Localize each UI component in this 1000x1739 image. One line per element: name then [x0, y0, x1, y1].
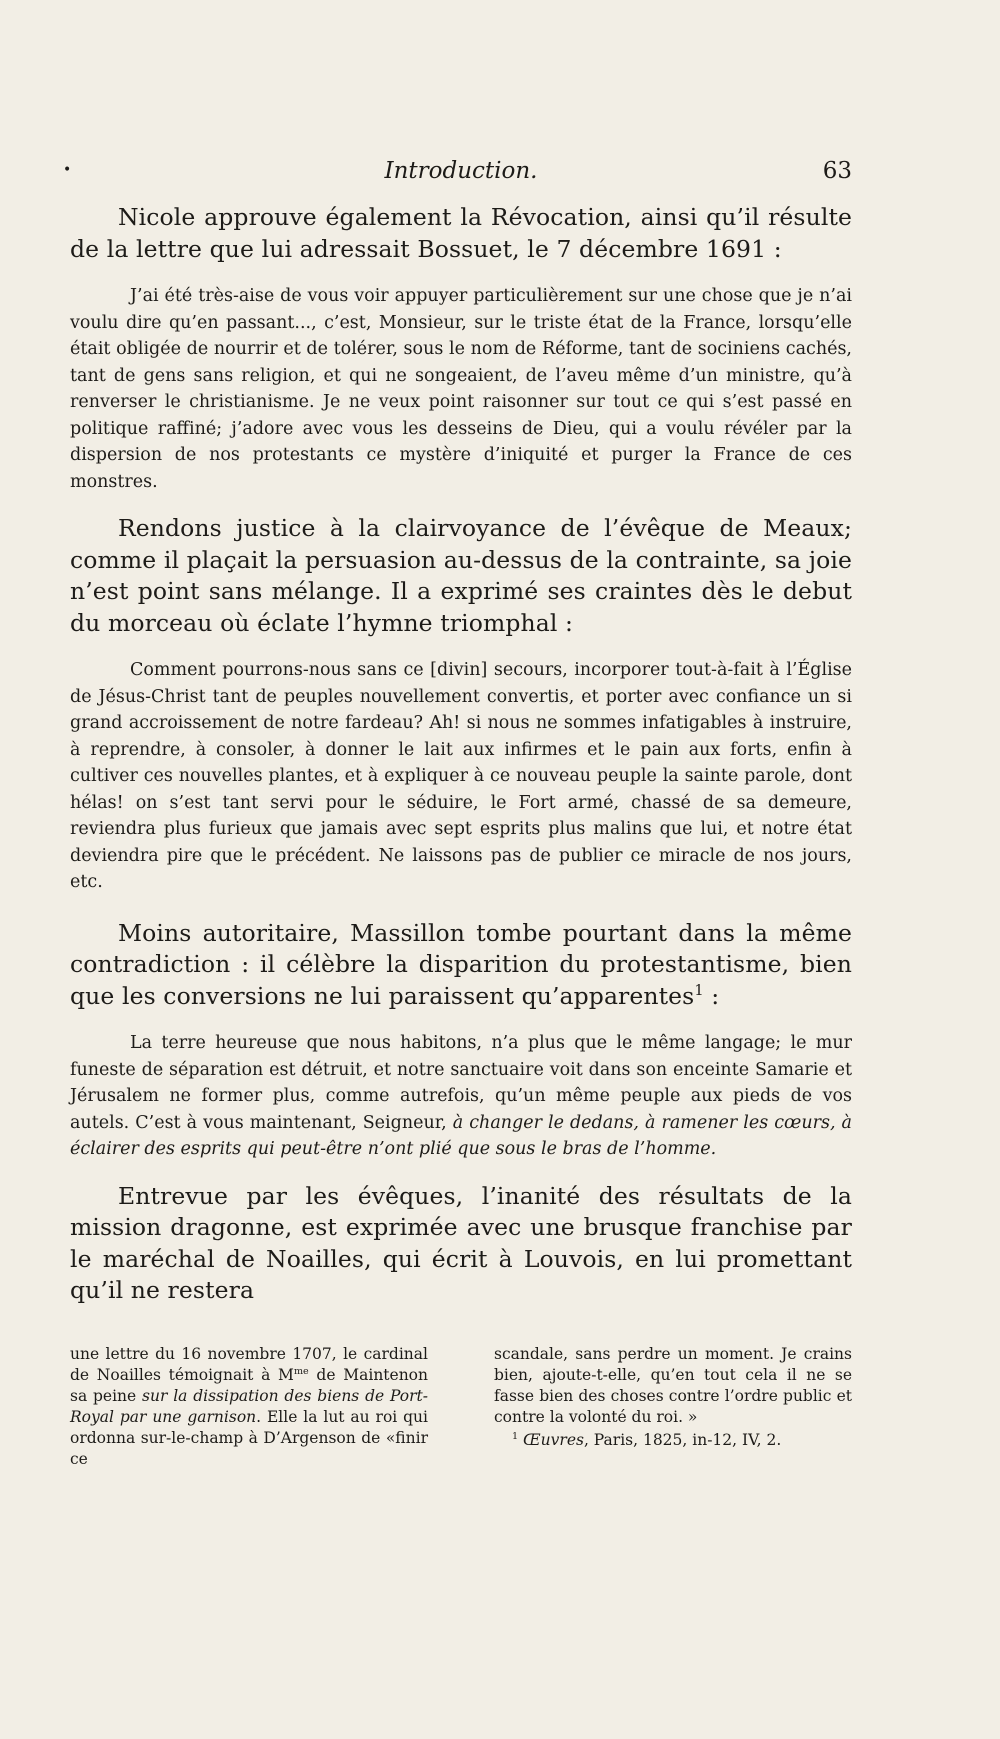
page-number: 63 [822, 158, 852, 184]
footnote-text: de Maintenon sa peine [70, 1366, 428, 1405]
footnote-1 [494, 1430, 852, 1451]
quote-bossuet-letter: J’ai été très-aise de vous voir appuyer particulièrement sur une chose que je n’ai voulu dire qu’en passant..., c’est, Monsieur, sur le triste état de la France, lorsqu’elle était obligée de nourrir et de tolérer, sous le nom de Réforme, tant de sociniens cachés, tant de gens sans religion, et qui ne songeaient, de l’aveu même d’un ministre, qu’à renverser le christianisme. Je ne veux point raisonner sur tout ce qui s’est passé en politique raffiné; j’adore avec vous les desseins de Dieu, qui a voulu révéler par la dispersion de nos protestants ce mystère d’iniquité et purger la France de ces monstres. [70, 286, 852, 492]
footnote-1-text: , Paris, 1825, in-12, IV, 2. [583, 1431, 782, 1449]
footnote-marker: 1 [694, 981, 704, 999]
paragraph-meaux: Rendons justice à la clairvoyance de l’évêque de Meaux; comme il plaçait la persuasion au-dessus de la contrainte, sa joie n’est point sans mélange. Il a exprimé ses craintes dès le debut du morceau où éclate l’hymne triomphal : [70, 514, 852, 637]
footnote-text: une lettre du 16 novembre 1707, le cardinal de Noailles témoignait à M [70, 1345, 428, 1384]
footnote-column-left [70, 1344, 428, 1470]
quote-massillon [70, 1030, 852, 1163]
paragraph-massillon-text: Moins autoritaire, Massillon tombe pourtant dans la même contradiction : il célèbre la disparition du protestantisme, bien que les conversions ne lui paraissent qu’apparentes [70, 918, 852, 1010]
running-header [63, 158, 852, 198]
quote-massillon-italic: à changer le dedans, à ramener les cœurs, à éclairer des esprits qui peut-être n’ont plié que sous le bras de l’homme. [70, 1112, 852, 1159]
footnote-superscript: me [293, 1365, 309, 1377]
quote-massillon-text: La terre heureuse que nous habitons, n’a plus que le même langage; le mur funeste de séparation est détruit, et notre sanctuaire voit dans son enceinte Samarie et Jérusalem ne former plus, comme autrefois, qu’un même peuple aux pieds de vos autels. C’est à vous maintenant, Seigneur, [70, 1033, 852, 1133]
paragraph-nicole: Nicole approuve également la Révocation, ainsi qu’il résulte de la lettre que lui adressait Bossuet, le 7 décembre 1691 : [70, 203, 852, 263]
running-title: Introduction. [384, 158, 538, 184]
footnote-1-marker: 1 [512, 1430, 519, 1442]
footnote-text: . Elle la lut au roi qui ordonna sur-le-champ à D’Argenson de «finir ce [70, 1408, 428, 1468]
footnote-continued-end: scandale, sans perdre un moment. Je crains bien, ajoute-t-elle, qu’en tout cela il ne se fasse bien des choses contre l’ordre public et contre la volonté du roi. » [494, 1345, 852, 1426]
paragraph-noailles: Entrevue par les évêques, l’inanité des résultats de la mission dragonne, est exprimée avec une brusque franchise par le maréchal de Noailles, qui écrit à Louvois, en lui promettant qu’il ne restera [70, 1181, 852, 1304]
header-bullet: • [63, 162, 72, 178]
paragraph-massillon [70, 918, 852, 1013]
footnote-1-title: Œuvres [523, 1431, 584, 1449]
footnote-column-right [494, 1344, 852, 1470]
page-content [63, 158, 852, 1307]
quote-hymne-triomphal: Comment pourrons-nous sans ce [divin] secours, incorporer tout-à-fait à l’Église de Jésus-Christ tant de peuples nouvellement convertis, et porter avec confiance un si grand accroissement de notre fardeau? Ah! si nous ne sommes infatigables à instruire, à reprendre, à consoler, à donner le lait aux infirmes et le pain aux forts, enfin à cultiver ces nouvelles plantes, et à expliquer à ce nouveau peuple la sainte parole, dont hélas! on s’est tant servi pour le séduire, le Fort armé, chassé de sa demeure, reviendra plus furieux que jamais avec sept esprits plus malins que lui, et notre état deviendra pire que le précédent. Ne laissons pas de publier ce miracle de nos jours, etc. [70, 660, 852, 892]
footnote-continued [70, 1344, 428, 1470]
footnote-italic: sur la dissipation des biens de Port-Royal par une garnison [70, 1387, 428, 1426]
footnotes [70, 1344, 852, 1470]
paragraph-massillon-end: : [703, 981, 720, 1010]
